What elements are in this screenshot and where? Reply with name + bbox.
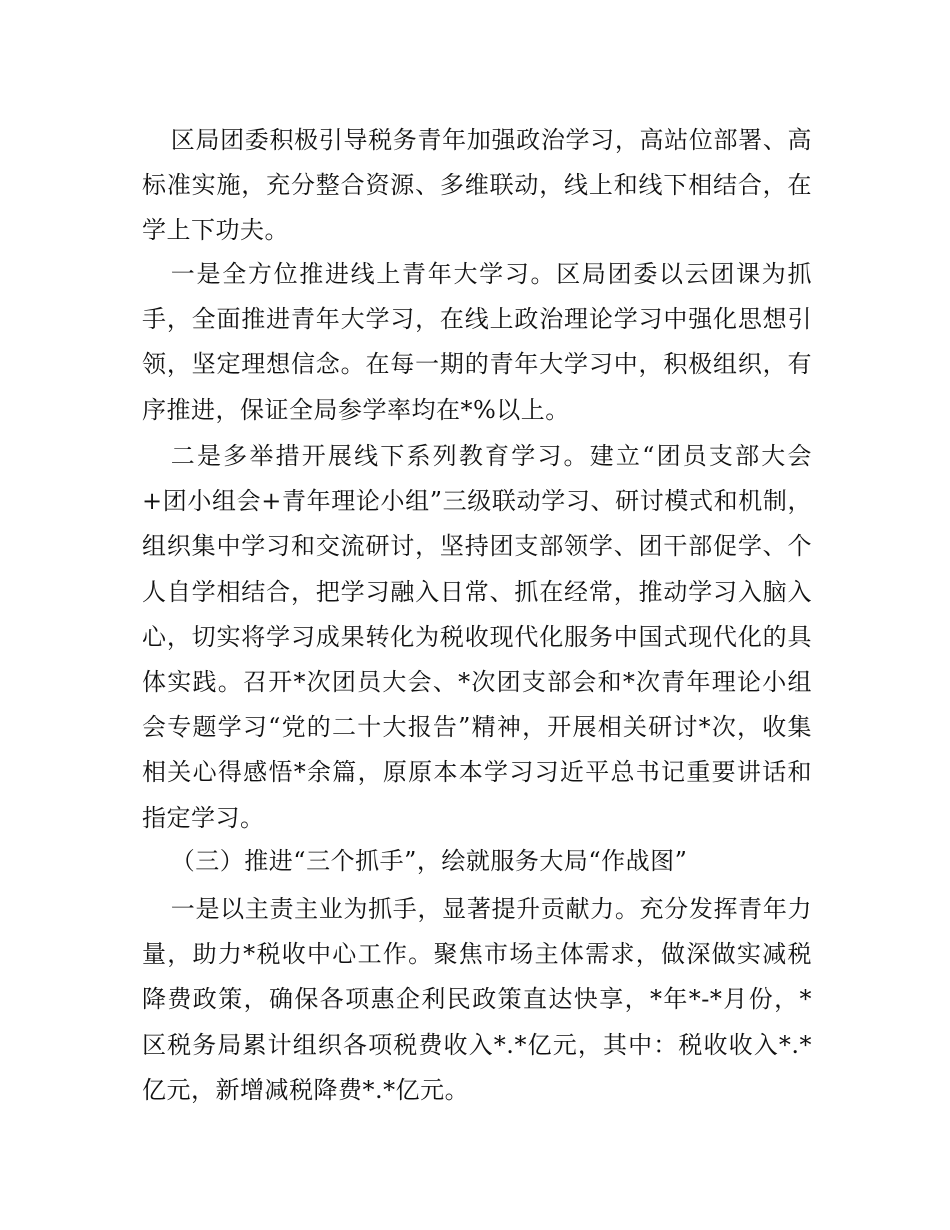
paragraph-text: 区局团委积极引导税务青年加强政治学习，高站位部署、高标准实施，充分整合资源、多维联动，线上和线下相结合，在学上下功夫。	[142, 126, 812, 245]
section-heading-three-handles	[142, 839, 812, 884]
paragraph-text: 一是以主责主业为抓手，显著提升贡献力。充分发挥青年力量，助力*税收中心工作。聚焦市场主体需求，做深做实减税降费政策，确保各项惠企利民政策直达快享，*年*-*月份，*区税务局累计组织各项税费收入*.*亿元，其中：税收收入*.*亿元，新增减税降费*.*亿元。	[142, 895, 812, 1104]
paragraph-text: 二是多举措开展线下系列教育学习。建立“团员支部大会+团小组会+青年理论小组”三级联动学习、研讨模式和机制，组织集中学习和交流研讨，坚持团支部领学、团干部促学、个人自学相结合，把学习融入日常、抓在经常，推动学习入脑入心，切实将学习成果转化为税收现代化服务中国式现代化的具体实践。召开*次团员大会、*次团支部会和*次青年理论小组会专题学习“党的二十大报告”精神，开展相关研讨*次，收集相关心得感悟*余篇，原原本本学习习近平总书记重要讲话和指定学习。	[142, 442, 812, 832]
paragraph-political-study-intro	[142, 118, 812, 254]
paragraph-offline-education	[142, 434, 812, 841]
paragraph-text: 一是全方位推进线上青年大学习。区局团委以云团课为抓手，全面推进青年大学习，在线上政治理论学习中强化思想引领，坚定理想信念。在每一期的青年大学习中，积极组织，有序推进，保证全局参学率均在*%以上。	[142, 260, 812, 424]
paragraph-online-youth-study	[142, 252, 812, 433]
paragraph-main-duty	[142, 887, 812, 1113]
heading-text: （三）推进“三个抓手”，绘就服务大局“作战图”	[170, 847, 688, 875]
